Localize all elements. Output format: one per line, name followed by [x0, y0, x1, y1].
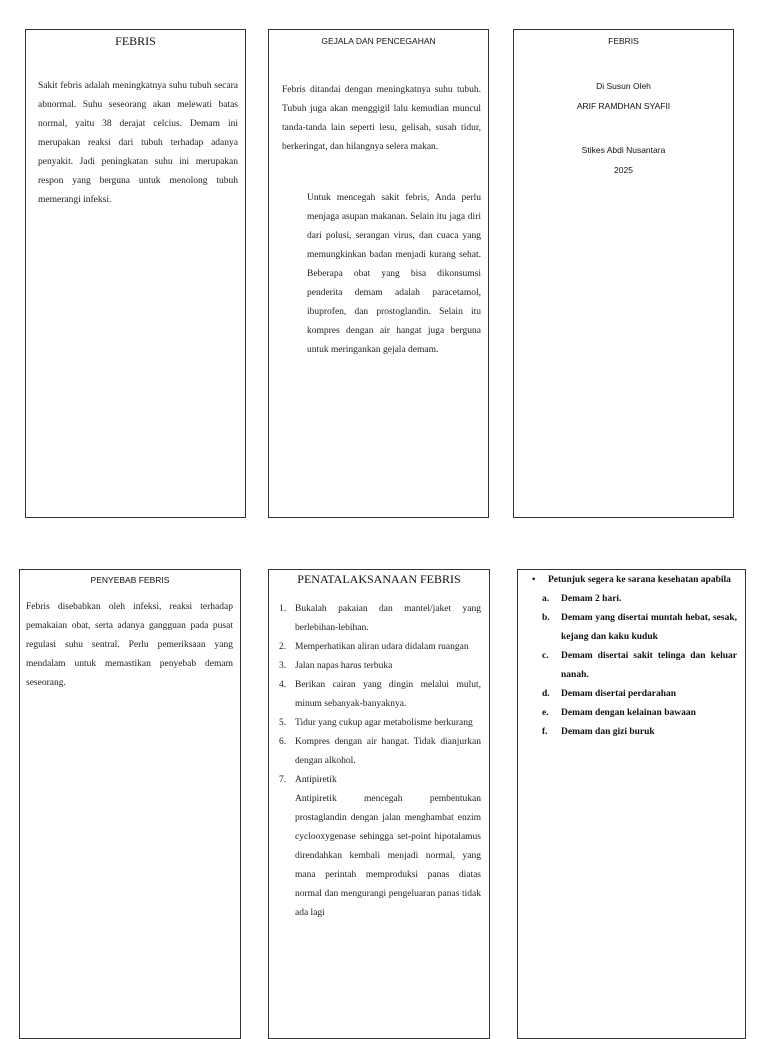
step-text: Memperhatikan aliran udara didalam ruangan — [295, 642, 469, 652]
prevention-paragraph: Untuk mencegah sakit febris, Anda perlu menjaga asupan makanan. Selain itu jaga diri dari polusi, serangan virus, dan cuaca yang memungkinkan badan menjadi kurang sehat. Beberapa obat yang bisa dikonsumsi penderita demam adalah paracetamol, ibuprofen, dan prostoglandin. Selain itu kompres dengan air hangat juga berguna untuk meringankan gejala demam. — [307, 193, 481, 355]
item-text: Demam dan gizi buruk — [561, 727, 655, 737]
item-letter: a. — [542, 594, 550, 604]
panel-febris-intro — [25, 29, 246, 518]
institution-name: Stikes Abdi Nusantara — [581, 145, 666, 155]
panel-title: FEBRIS — [115, 34, 156, 48]
panel-title: PENATALAKSANAAN FEBRIS — [297, 572, 461, 586]
author-name: ARIF RAMDHAN SYAFII — [576, 101, 671, 111]
step-text: Antipiretik — [295, 775, 337, 785]
item-letter: d. — [542, 689, 550, 699]
antipyretic-note: Antipiretik mencegah pembentukan prostaglandin dengan jalan menghambat enzim cyclooxygenase sehingga set-point hipotalamus direndahkan kembali menjadi normal, yang mana perintah memproduksi panas diatas normal dan mengurangi pengeluaran panas tidak ada lagi — [295, 794, 481, 918]
panel-title: GEJALA DAN PENCEGAHAN — [321, 36, 436, 46]
panel-management — [268, 569, 490, 1039]
list-item — [279, 676, 481, 714]
warning-list — [518, 590, 737, 742]
management-steps — [279, 600, 481, 790]
step-number: 3. — [279, 661, 287, 671]
item-letter: e. — [542, 708, 549, 718]
year: 2025 — [614, 165, 633, 175]
composed-by-label: Di Susun Oleh — [596, 81, 651, 91]
causes-paragraph: Febris disebabkan oleh infeksi, reaksi terhadap pemakaian obat, serta adanya gangguan pada pusat regulasi suhu sentral. Perlu pemeriksaan yang mendalam untuk memastikan penyebab demam seseorang. — [26, 602, 233, 688]
item-text: Demam 2 hari. — [561, 594, 622, 604]
list-item — [518, 685, 737, 704]
step-number: 7. — [279, 775, 287, 785]
list-item — [279, 600, 481, 638]
item-text: Demam disertai perdarahan — [561, 689, 677, 699]
panel-warning-signs — [517, 569, 746, 1039]
step-number: 6. — [279, 737, 287, 747]
step-text: Berikan cairan yang dingin melalui mulut, minum sebanyak-banyaknya. — [295, 680, 481, 709]
step-number: 1. — [279, 604, 287, 614]
intro-paragraph: Sakit febris adalah meningkatnya suhu tubuh secara abnormal. Suhu seseorang akan melewati batas normal, yaitu 38 derajat celcius. Demam ini merupakan reaksi dari tubuh terhadap adanya penyakit. Jadi peningkatan suhu ini merupakan respon yang berguna untuk menolong tubuh memerangi infeksi. — [38, 81, 238, 205]
list-item — [518, 590, 737, 609]
list-item — [279, 733, 481, 771]
panel-title: PENYEBAB FEBRIS — [90, 575, 170, 585]
item-letter: c. — [542, 651, 549, 661]
item-text: Demam yang disertai muntah hebat, sesak, kejang dan kaku kuduk — [561, 613, 737, 642]
list-item — [518, 723, 737, 742]
step-text: Tidur yang cukup agar metabolisme berkurang — [295, 718, 473, 728]
step-text: Bukalah pakaian dan mantel/jaket yang berlebihan-lebihan. — [295, 604, 481, 633]
warning-heading — [518, 571, 737, 590]
panel-causes — [19, 569, 241, 1039]
step-number: 2. — [279, 642, 287, 652]
list-item — [279, 771, 481, 790]
step-text: Kompres dengan air hangat. Tidak dianjurkan dengan alkohol. — [295, 737, 481, 766]
warning-heading-text: Petunjuk segera ke sarana kesehatan apabila — [548, 575, 731, 585]
panel-cover — [513, 29, 734, 518]
item-letter: b. — [542, 613, 550, 623]
warning-content — [518, 571, 737, 742]
step-text: Jalan napas harus terbuka — [295, 661, 393, 671]
list-item — [279, 638, 481, 657]
symptoms-paragraph: Febris ditandai dengan meningkatnya suhu tubuh. Tubuh juga akan menggigil lalu kemudian muncul tanda-tanda lain seperti lesu, gelisah, susah tidur, berkeringat, dan hilangnya selera makan. — [282, 85, 481, 152]
list-item — [279, 714, 481, 733]
bullet-icon: • — [532, 575, 536, 585]
item-text: Demam disertai sakit telinga dan keluar nanah. — [561, 651, 737, 680]
item-letter: f. — [542, 727, 548, 737]
list-item — [279, 657, 481, 676]
step-number: 5. — [279, 718, 287, 728]
step-number: 4. — [279, 680, 287, 690]
panel-symptoms-prevention — [268, 29, 489, 518]
cover-title: FEBRIS — [608, 36, 639, 46]
item-text: Demam dengan kelainan bawaan — [561, 708, 696, 718]
list-item — [518, 609, 737, 647]
list-item — [518, 704, 737, 723]
list-item — [518, 647, 737, 685]
